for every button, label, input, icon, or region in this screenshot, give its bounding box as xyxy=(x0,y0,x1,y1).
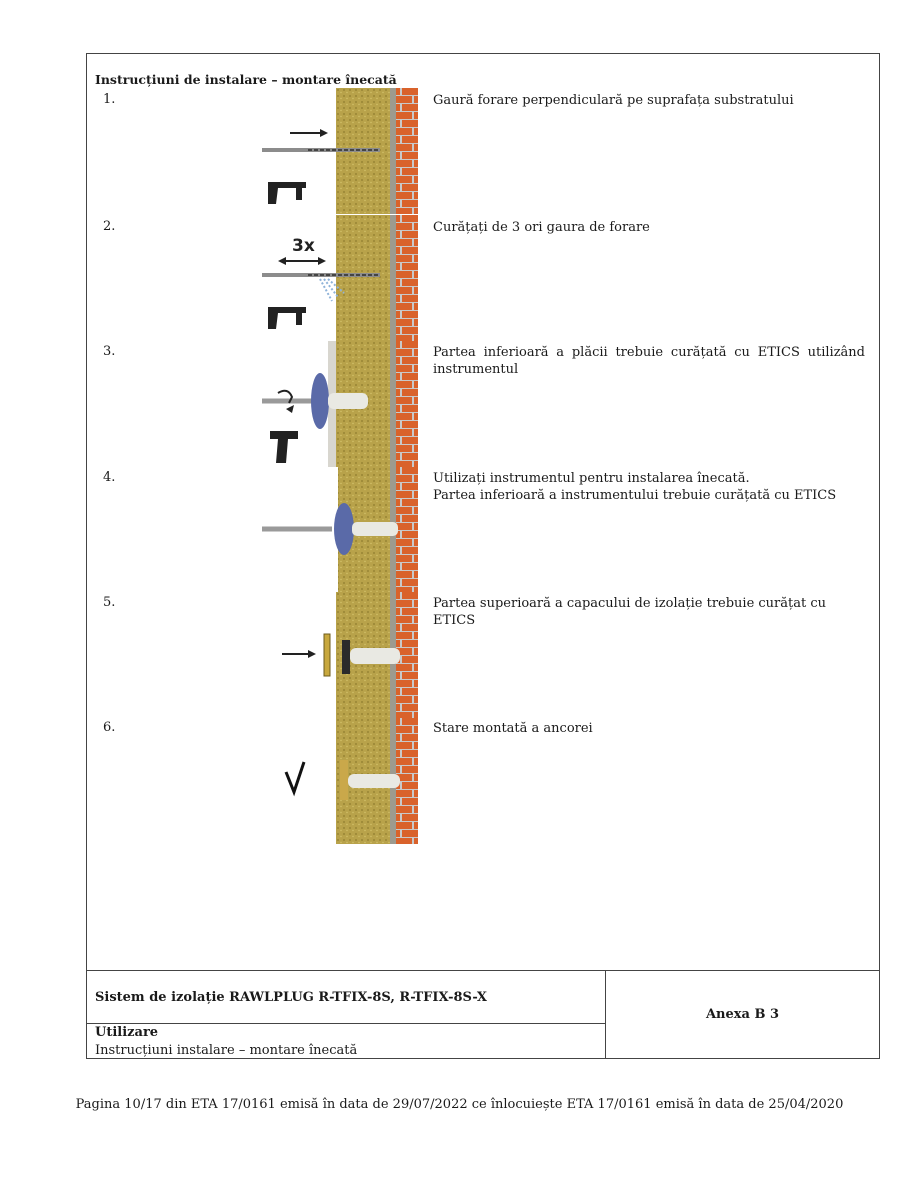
step-2-number: 2. xyxy=(103,219,116,234)
use-subtitle: Instrucțiuni instalare – montare înecată xyxy=(95,1043,358,1058)
countersink-tool-figure xyxy=(258,341,418,467)
step-5-text xyxy=(433,595,865,629)
step-6-number: 6. xyxy=(103,720,116,735)
checkmark-icon xyxy=(286,762,304,792)
footer-row-divider xyxy=(86,1023,606,1024)
step-text-line: Partea superioară a capacului de izolație trebuie curățat cu ETICS xyxy=(433,596,827,628)
repeat-3x-label: 3x xyxy=(292,236,315,256)
step-text-line: Utilizați instrumentul pentru instalarea înecată. xyxy=(433,471,750,486)
step-4-text xyxy=(433,470,865,504)
use-title: Utilizare xyxy=(95,1025,159,1040)
step-6-text xyxy=(433,720,865,737)
clean-hole-3x-figure xyxy=(258,215,418,341)
step-4-number: 4. xyxy=(103,470,116,485)
step-text-line: Curățați de 3 ori gaura de forare xyxy=(433,220,650,235)
page-title: Instrucțiuni de instalare – montare înecată xyxy=(95,72,397,87)
step-5-number: 5. xyxy=(103,595,116,610)
mounted-anchor-figure xyxy=(258,718,418,844)
annex-label: Anexa B 3 xyxy=(705,1007,780,1022)
step-2-text xyxy=(433,219,865,236)
document-frame xyxy=(86,53,880,1059)
step-1-number: 1. xyxy=(103,92,116,107)
step-1-text xyxy=(433,92,865,109)
step-3-number: 3. xyxy=(103,344,116,359)
recess-install-figure xyxy=(258,467,418,593)
step-text-line: Stare montată a ancorei xyxy=(433,721,593,736)
step-text-line: Partea inferioară a instrumentului trebuie curățată cu ETICS xyxy=(433,488,837,503)
drill-perpendicular-figure xyxy=(258,88,418,214)
system-title: Sistem de izolație RAWLPLUG R-TFIX-8S, R-TFIX-8S-X xyxy=(95,990,487,1005)
step-text-line: Gaură forare perpendiculară pe suprafața substratului xyxy=(433,93,794,108)
insulation-cap-figure xyxy=(258,592,418,718)
page-footer: Pagina 10/17 din ETA 17/0161 emisă în data de 29/07/2022 ce înlocuiește ETA 17/0161 emisă în data de 25/04/2020 xyxy=(75,1097,844,1112)
footer-divider xyxy=(86,970,880,971)
step-3-text: Partea inferioară a plăcii trebuie curățată cu ETICS utilizând instrumentul xyxy=(433,345,865,377)
